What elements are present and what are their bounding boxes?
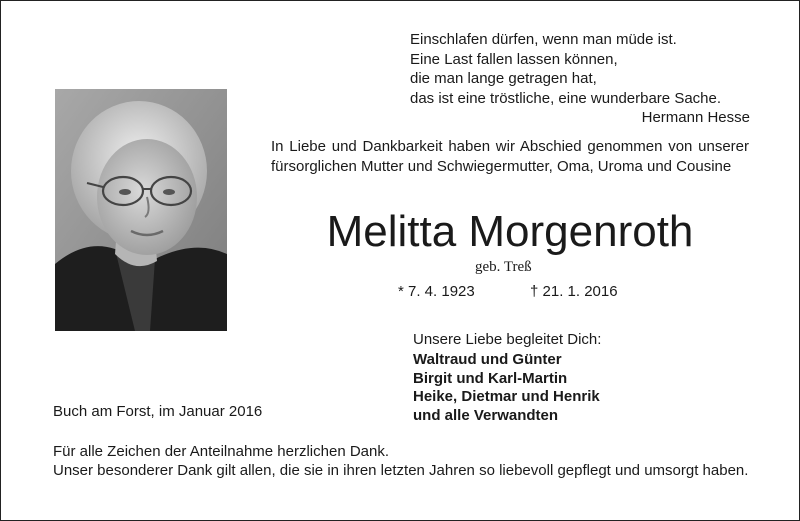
thanks-block <box>53 443 753 480</box>
quote-line: Einschlafen dürfen, wenn man müde ist. <box>410 31 677 48</box>
thanks-line: Unser besonderer Dank gilt allen, die sie in ihren letzten Jahren so liebevoll gepflegt und umsorgt haben. <box>53 461 749 479</box>
quote-line: Eine Last fallen lassen können, <box>410 50 618 68</box>
mourner-name: Heike, Dietmar und Henrik <box>413 388 600 405</box>
mourners-list <box>413 351 600 425</box>
thanks-line: Für alle Zeichen der Anteilnahme herzlichen Dank. <box>53 443 390 460</box>
mourners-intro: Unsere Liebe begleitet Dich: <box>413 331 602 348</box>
farewell-text: In Liebe und Dankbarkeit haben wir Abschied genommen von unserer fürsorglichen Mutter und Schwiegermutter, Oma, Uroma und Cousine <box>271 138 749 175</box>
mourner-name: Birgit und Karl-Martin <box>413 369 568 387</box>
deceased-name: Melitta Morgenroth <box>326 207 694 256</box>
mourner-name: und alle Verwandten <box>413 406 559 424</box>
birth-date: * 7. 4. 1923 <box>398 283 475 300</box>
mourner-name: Waltraud und Günter <box>413 351 562 368</box>
quote-line: das ist eine tröstliche, eine wunderbare Sache. <box>410 89 722 107</box>
portrait-image <box>55 89 227 331</box>
quote-line: die man lange getragen hat, <box>410 70 597 87</box>
quote-author: Hermann Hesse <box>641 109 750 126</box>
maiden-name: geb. Treß <box>475 259 532 275</box>
portrait-photo <box>55 89 227 331</box>
death-date: † 21. 1. 2016 <box>530 283 618 300</box>
place-date: Buch am Forst, im Januar 2016 <box>53 403 263 420</box>
quote-block <box>410 30 750 128</box>
